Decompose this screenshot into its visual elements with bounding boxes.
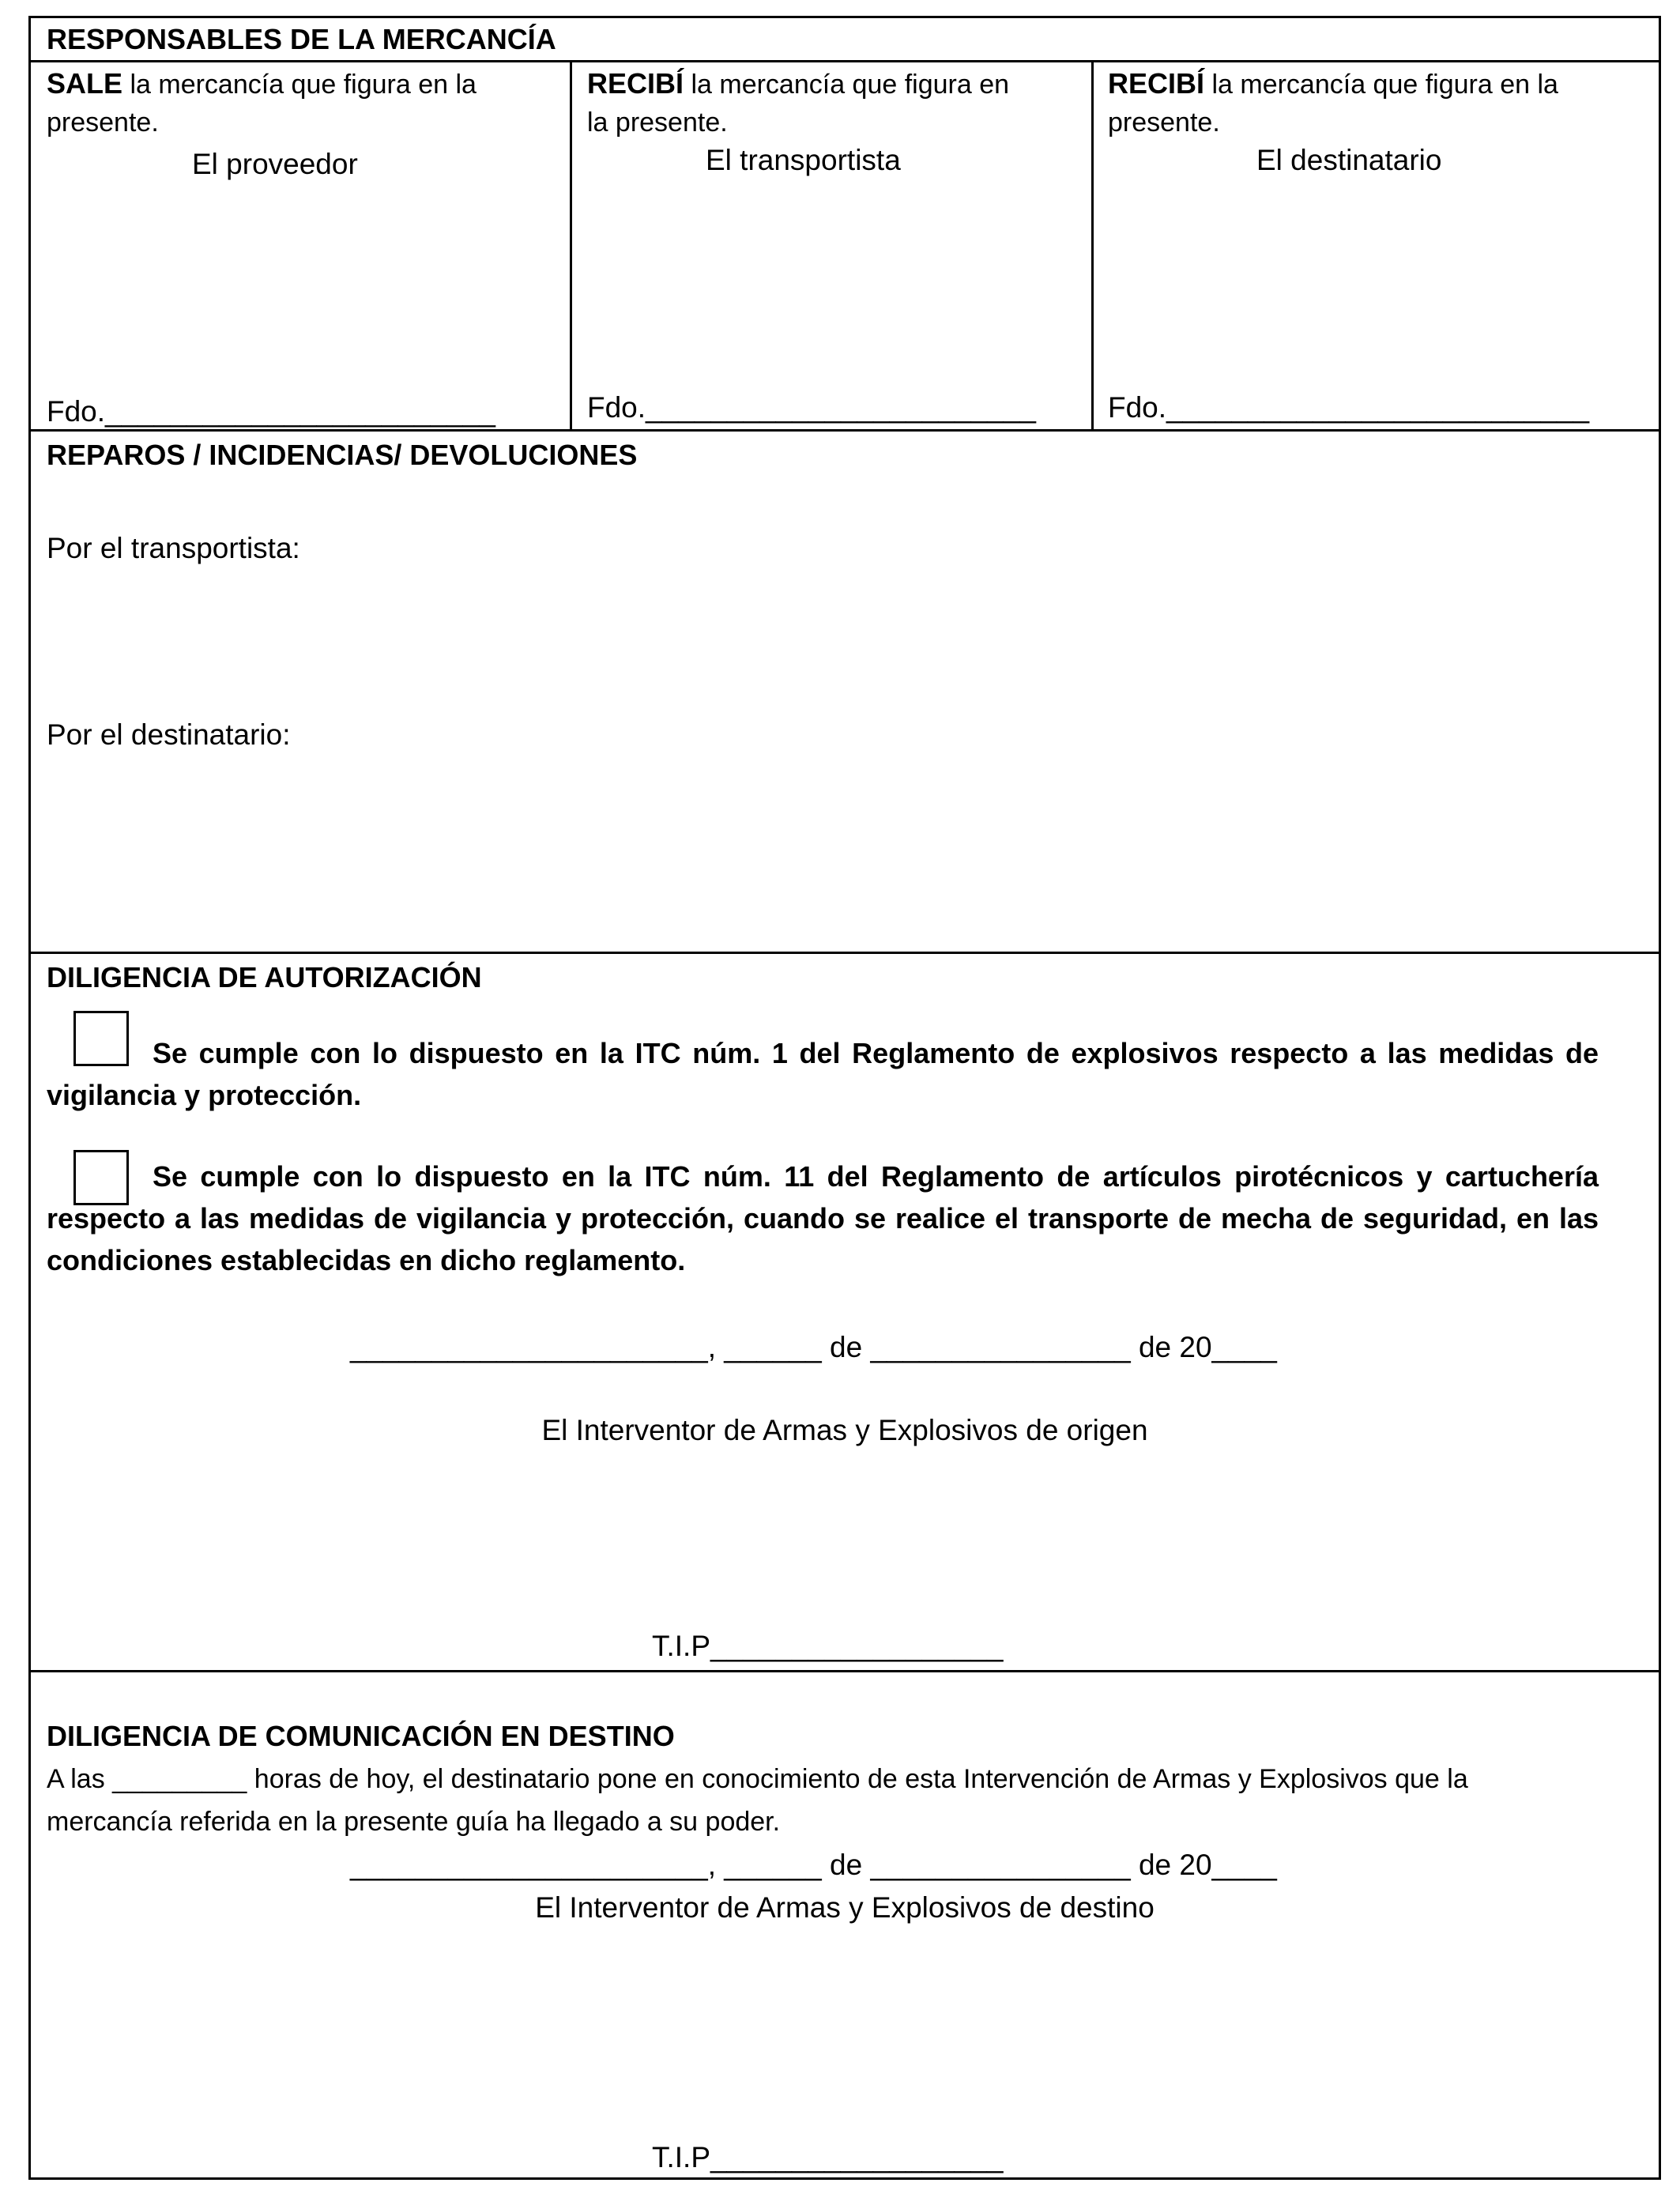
comunicacion-tip: T.I.P__________________ (652, 2141, 1004, 2173)
guia-form (28, 16, 1661, 2180)
col3-signature-line: Fdo.__________________________ (1108, 391, 1590, 424)
divider-header (31, 60, 1659, 62)
check-itc-1-text: Se cumple con lo dispuesto en la ITC núm. 1 del Reglamento de explosivos respecto a las medidas de vigilancia y protección. (47, 1037, 1599, 1111)
col1-text: la mercancía que figura en la (130, 70, 477, 100)
divider-reparos (31, 952, 1659, 954)
col3-line2: presente. (1108, 107, 1220, 138)
col1-role: El proveedor (192, 148, 358, 180)
column-divider-1 (570, 60, 572, 432)
col1-line1 (47, 63, 477, 105)
col2-text: la mercancía que figura en (691, 70, 1010, 100)
comunicacion-text-line2: mercancía referida en la presente guía ha llegado a su poder. (47, 1807, 781, 1837)
reparos-transportista-label: Por el transportista: (47, 532, 300, 564)
responsables-heading: RESPONSABLES DE LA MERCANCÍA (47, 23, 556, 55)
comunicacion-interventor: El Interventor de Armas y Explosivos de destino (535, 1891, 1155, 1924)
reparos-heading: REPAROS / INCIDENCIAS/ DEVOLUCIONES (47, 439, 638, 471)
col1-signature-line: Fdo.________________________ (47, 395, 495, 428)
autorizacion-interventor: El Interventor de Armas y Explosivos de origen (541, 1414, 1148, 1446)
comunicacion-text-line1: A las _________ horas de hoy, el destinatario pone en conocimiento de esta Intervención de Armas y Explosivos que la (47, 1764, 1468, 1794)
col3-lead: RECIBÍ (1108, 67, 1205, 100)
col3-text: la mercancía que figura en la (1211, 70, 1558, 100)
col1-line2: presente. (47, 107, 159, 138)
col1-lead: SALE (47, 67, 123, 100)
autorizacion-heading: DILIGENCIA DE AUTORIZACIÓN (47, 961, 482, 993)
comunicacion-date-line: ______________________, ______ de ________________ de 20____ (350, 1849, 1277, 1881)
divider-autorizacion (31, 1670, 1659, 1672)
autorizacion-tip: T.I.P__________________ (652, 1630, 1004, 1662)
col3-role: El destinatario (1256, 144, 1442, 176)
autorizacion-date-line: ______________________, ______ de ________________ de 20____ (350, 1331, 1277, 1363)
col2-role: El transportista (706, 144, 901, 176)
col2-signature-line: Fdo.________________________ (587, 391, 1036, 424)
col3-line1 (1108, 63, 1558, 105)
reparos-destinatario-label: Por el destinatario: (47, 718, 291, 751)
col2-line2: la presente. (587, 107, 728, 138)
col2-line1 (587, 63, 1009, 105)
column-divider-2 (1091, 60, 1094, 432)
comunicacion-heading: DILIGENCIA DE COMUNICACIÓN EN DESTINO (47, 1720, 675, 1752)
col2-lead: RECIBÍ (587, 67, 684, 100)
check-itc-11-text: Se cumple con lo dispuesto en la ITC núm. 11 del Reglamento de artículos pirotécnicos y cartuchería respecto a las medidas de vigilancia y protección, cuando se realice el transporte de mecha de seguridad, en las condiciones establecidas en dicho reglamento. (47, 1160, 1599, 1276)
